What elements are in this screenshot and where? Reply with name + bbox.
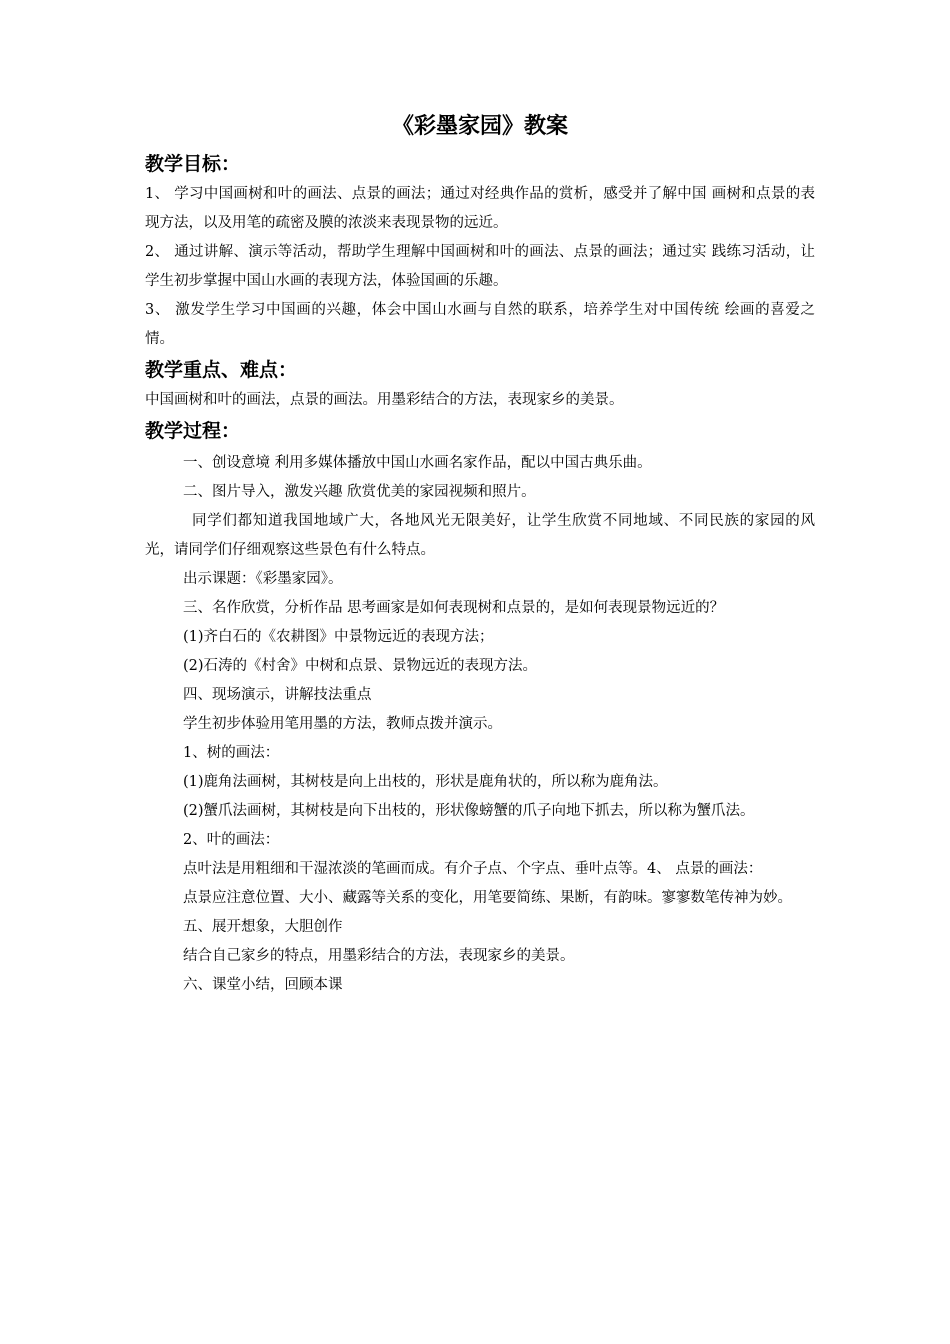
process-step-5: 五、展开想象，大胆创作 <box>183 919 343 935</box>
process-step-3-item-2: (2)石涛的《村舍》中树和点景、景物远近的表现方法。 <box>183 658 538 674</box>
process-step-2: 二、图片导入，激发兴趣 欣赏优美的家园视频和照片。 <box>183 484 536 500</box>
process-step-5-desc: 结合自己家乡的特点，用墨彩结合的方法，表现家乡的美景。 <box>183 948 575 964</box>
process-step-3: 三、名作欣赏，分析作品 思考画家是如何表现树和点景的，是如何表现景物远近的？ <box>183 600 725 616</box>
process-step-4: 四、现场演示，讲解技法重点 <box>183 687 372 703</box>
document-page <box>145 112 815 1000</box>
process-step-6: 六、课堂小结，回顾本课 <box>183 977 343 993</box>
leaf-method-text: 点叶法是用粗细和干湿浓淡的笔画而成。有介子点、个字点、垂叶点等。4、 点景的画法： <box>183 861 763 877</box>
objective-item-3: 3、 激发学生学习中国画的兴趣，体会中国山水画与自然的联系，培养学生对中国传统 绘画的喜爱之情。 <box>145 302 815 347</box>
process-paragraph-intro: 同学们都知道我国地域广大，各地风光无限美好，让学生欣赏不同地域、不同民族的家园的风光，请同学们仔细观察这些景色有什么特点。 <box>145 513 815 558</box>
objectives-heading: 教学目标： <box>145 153 241 175</box>
key-points-heading: 教学重点、难点： <box>145 359 298 381</box>
process-topic: 出示课题：《彩墨家园》。 <box>183 571 343 587</box>
tree-method-1: (1)鹿角法画树，其树枝是向上出枝的，形状是鹿角状的，所以称为鹿角法。 <box>183 774 668 790</box>
tree-method-heading: 1、树的画法： <box>183 745 280 761</box>
objective-item-2: 2、 通过讲解、演示等活动，帮助学生理解中国画树和叶的画法、点景的画法；通过实 践练习活动，让学生初步掌握中国山水画的表现方法，体验国画的乐趣。 <box>145 244 815 289</box>
tree-method-2: (2)蟹爪法画树，其树枝是向下出枝的，形状像螃蟹的爪子向地下抓去，所以称为蟹爪法。 <box>183 803 755 819</box>
leaf-method-heading: 2、叶的画法： <box>183 832 280 848</box>
scenery-method-text: 点景应注意位置、大小、藏露等关系的变化，用笔要简练、果断，有韵味。寥寥数笔传神为妙。 <box>183 890 792 906</box>
process-heading: 教学过程： <box>145 420 241 442</box>
process-step-3-item-1: (1)齐白石的《农耕图》中景物远近的表现方法； <box>183 629 494 645</box>
process-step-1: 一、创设意境 利用多媒体播放中国山水画名家作品，配以中国古典乐曲。 <box>183 455 652 471</box>
key-points-text: 中国画树和叶的画法，点景的画法。用墨彩结合的方法，表现家乡的美景。 <box>145 392 624 408</box>
objective-item-1: 1、 学习中国画树和叶的画法、点景的画法；通过对经典作品的赏析，感受并了解中国 画树和点景的表现方法，以及用笔的疏密及膜的浓淡来表现景物的远近。 <box>145 186 815 231</box>
process-step-4-desc: 学生初步体验用笔用墨的方法，教师点拨并演示。 <box>183 716 502 732</box>
document-title: 《彩墨家园》教案 <box>391 114 568 139</box>
